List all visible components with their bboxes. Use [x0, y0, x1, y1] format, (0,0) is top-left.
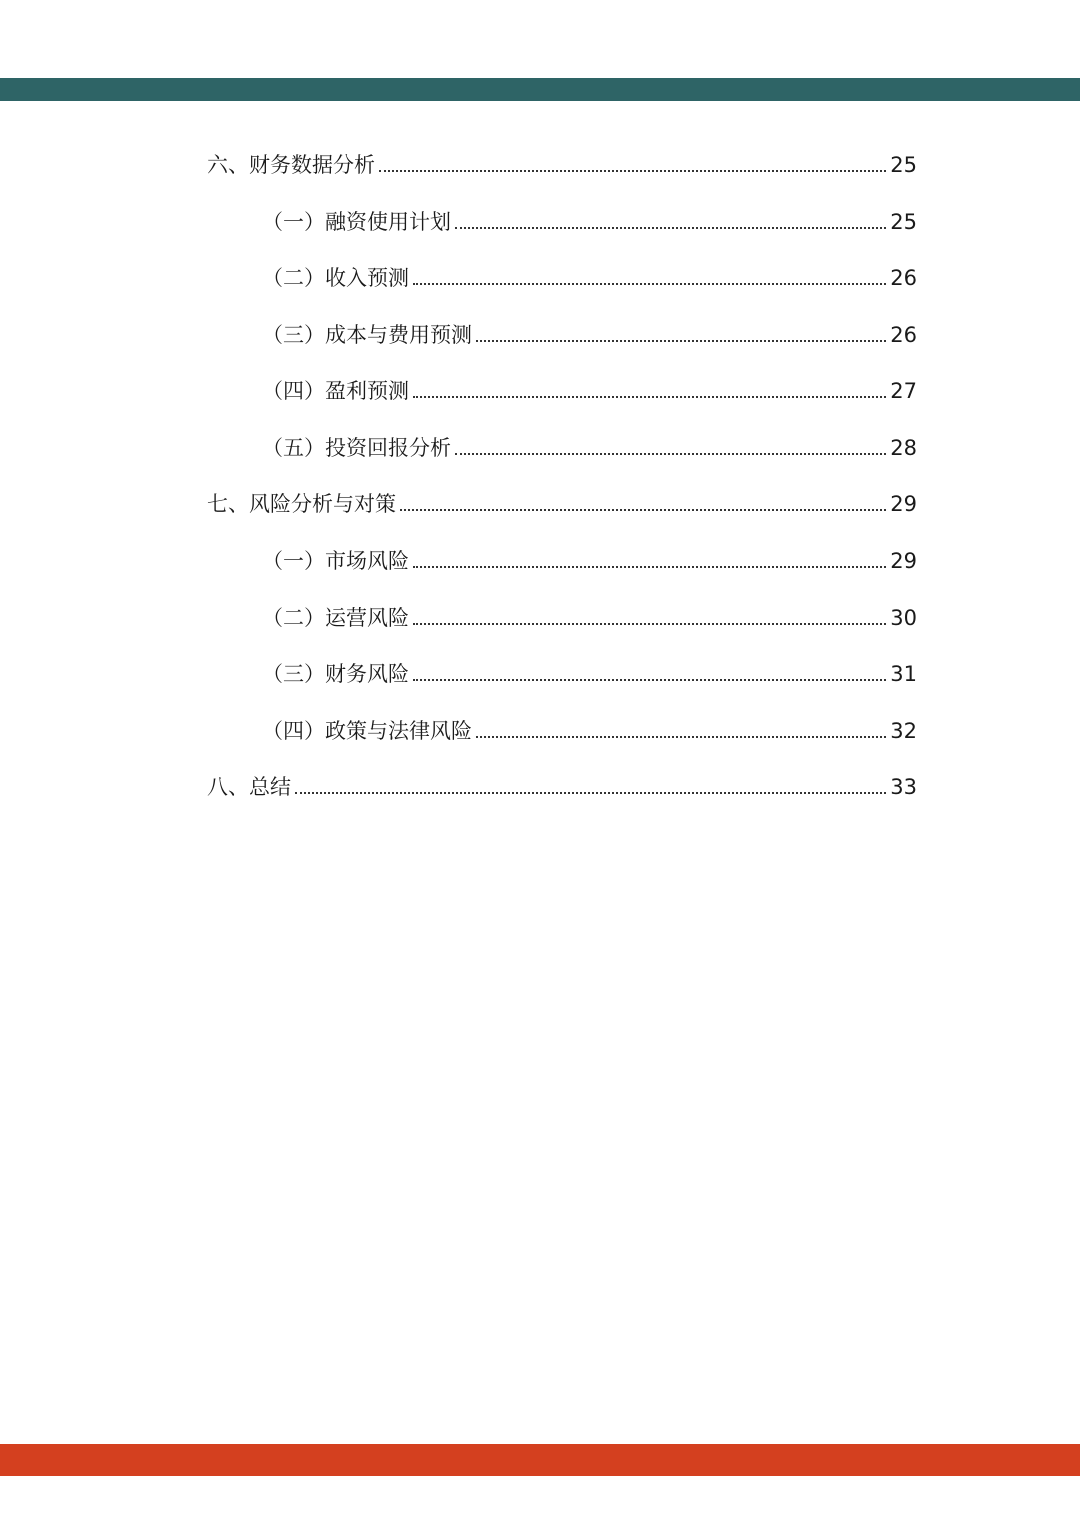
- toc-entry[interactable]: [262, 255, 917, 291]
- toc-entry-label: （四）盈利预测: [262, 379, 409, 403]
- toc-entry-label: （五）投资回报分析: [262, 436, 451, 460]
- toc-dot-leader: [455, 227, 886, 229]
- toc-entry-label: （二）运营风险: [262, 606, 409, 630]
- toc-entry[interactable]: [262, 595, 917, 631]
- toc-entry[interactable]: [262, 538, 917, 574]
- toc-page-number: 26: [890, 323, 917, 347]
- toc-dot-leader: [400, 509, 886, 511]
- toc-entry[interactable]: [262, 199, 917, 235]
- toc-dot-leader: [295, 792, 886, 794]
- toc-entry-label: （四）政策与法律风险: [262, 719, 472, 743]
- toc-page-number: 28: [890, 436, 917, 460]
- toc-entry[interactable]: [207, 481, 917, 517]
- toc-dot-leader: [379, 170, 886, 172]
- toc-dot-leader: [413, 283, 886, 285]
- toc-entry[interactable]: [207, 142, 917, 178]
- toc-entry[interactable]: [262, 651, 917, 687]
- toc-entry-label: （一）市场风险: [262, 549, 409, 573]
- toc-entry-label: （一）融资使用计划: [262, 210, 451, 234]
- toc-page-number: 33: [890, 775, 917, 799]
- toc-entry-label: （三）成本与费用预测: [262, 323, 472, 347]
- toc-entry[interactable]: [262, 708, 917, 744]
- toc-dot-leader: [413, 679, 886, 681]
- toc-entry[interactable]: [262, 368, 917, 404]
- toc-entry-label: （三）财务风险: [262, 662, 409, 686]
- toc-page-number: 32: [890, 719, 917, 743]
- toc-entry-label: 六、财务数据分析: [207, 153, 375, 177]
- toc-dot-leader: [455, 453, 886, 455]
- toc-page-number: 31: [890, 662, 917, 686]
- footer-band: [0, 1444, 1080, 1476]
- toc-page-number: 27: [890, 379, 917, 403]
- toc-entry[interactable]: [262, 312, 917, 348]
- toc-dot-leader: [413, 396, 886, 398]
- toc-dot-leader: [476, 736, 886, 738]
- toc-entry[interactable]: [207, 764, 917, 800]
- toc-entry-label: 八、总结: [207, 775, 291, 799]
- toc-page-number: 29: [890, 549, 917, 573]
- toc-dot-leader: [476, 340, 886, 342]
- toc-page-number: 25: [890, 153, 917, 177]
- toc-dot-leader: [413, 566, 886, 568]
- header-band: [0, 78, 1080, 101]
- toc-page-number: 26: [890, 266, 917, 290]
- toc-page-number: 29: [890, 492, 917, 516]
- toc-dot-leader: [413, 623, 886, 625]
- toc-page-number: 30: [890, 606, 917, 630]
- toc-page-number: 25: [890, 210, 917, 234]
- toc-entry[interactable]: [262, 425, 917, 461]
- toc-entry-label: （二）收入预测: [262, 266, 409, 290]
- toc-entry-label: 七、风险分析与对策: [207, 492, 396, 516]
